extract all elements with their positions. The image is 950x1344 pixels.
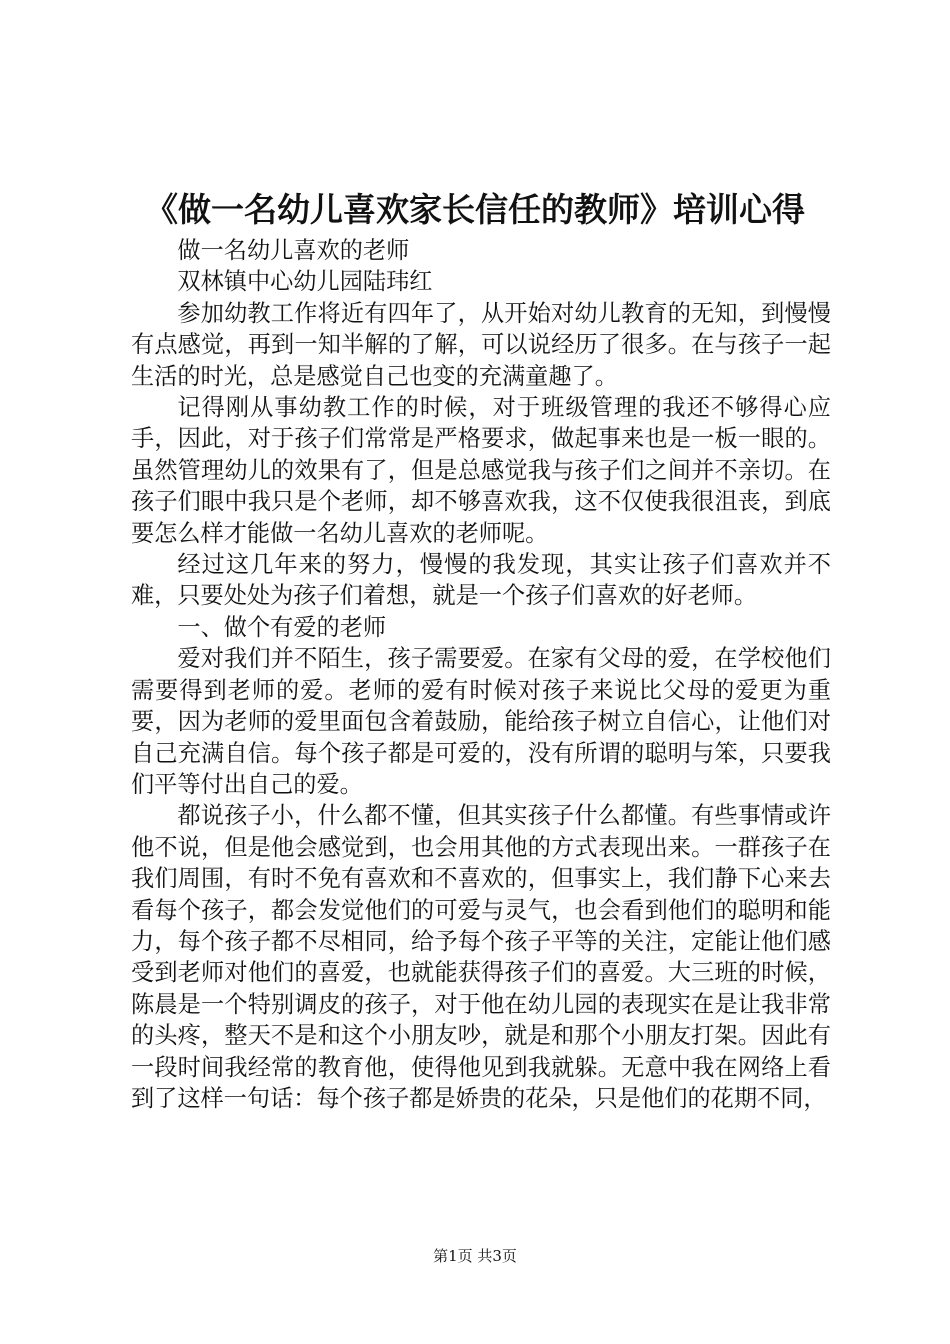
- paragraph: 参加幼教工作将近有四年了，从开始对幼儿教育的无知，到慢慢有点感觉，再到一知半解的了解，可以说经历了很多。在与孩子一起生活的时光，总是感觉自己也变的充满童趣了。: [131, 299, 831, 390]
- document-title: 《做一名幼儿喜欢家长信任的教师》培训心得: [145, 190, 805, 229]
- section-heading: 一、做个有爱的老师: [177, 613, 387, 641]
- paragraph: 记得刚从事幼教工作的时候，对于班级管理的我还不够得心应手，因此，对于孩子们常常是严格要求，做起事来也是一板一眼的。虽然管理幼儿的效果有了，但是总感觉我与孩子们之间并不亲切。在孩子们眼中我只是个老师，却不够喜欢我，这不仅使我很沮丧，到底要怎么样才能做一名幼儿喜欢的老师呢。: [131, 394, 831, 547]
- paragraph-subtitle: 做一名幼儿喜欢的老师: [177, 237, 410, 264]
- page-number: 第1页 共3页: [433, 1247, 517, 1265]
- paragraph: 都说孩子小，什么都不懂，但其实孩子什么都懂。有些事情或许他不说，但是他会感觉到，也会用其他的方式表现出来。一群孩子在我们周围，有时不免有喜欢和不喜欢的，但事实上，我们静下心来去看每个孩子，都会发觉他们的可爱与灵气，也会看到他们的聪明和能力，每个孩子都不尽相同，给予每个孩子平等的关注，定能让他们感受到老师对他们的喜爱，也就能获得孩子们的喜爱。大三班的时候，陈晨是一个特别调皮的孩子，对于他在幼儿园的表现实在是让我非常的头疼，整天不是和这个小朋友吵，就是和那个小朋友打架。因此有一段时间我经常的教育他，使得他见到我就躲。无意中我在网络上看到了这样一句话：每个孩子都是娇贵的花朵，只是他们的花期不同，: [131, 802, 831, 1112]
- paragraph-author: 双林镇中心幼儿园陆玮红: [177, 268, 433, 296]
- paragraph: 爱对我们并不陌生，孩子需要爱。在家有父母的爱，在学校他们需要得到老师的爱。老师的爱有时候对孩子来说比父母的爱更为重要，因为老师的爱里面包含着鼓励，能给孩子树立自信心，让他们对自己充满自信。每个孩子都是可爱的，没有所谓的聪明与笨，只要我们平等付出自己的爱。: [131, 645, 831, 798]
- paragraph: 经过这几年来的努力，慢慢的我发现，其实让孩子们喜欢并不难，只要处处为孩子们着想，就是一个孩子们喜欢的好老师。: [131, 551, 831, 610]
- document-body: [131, 235, 831, 1114]
